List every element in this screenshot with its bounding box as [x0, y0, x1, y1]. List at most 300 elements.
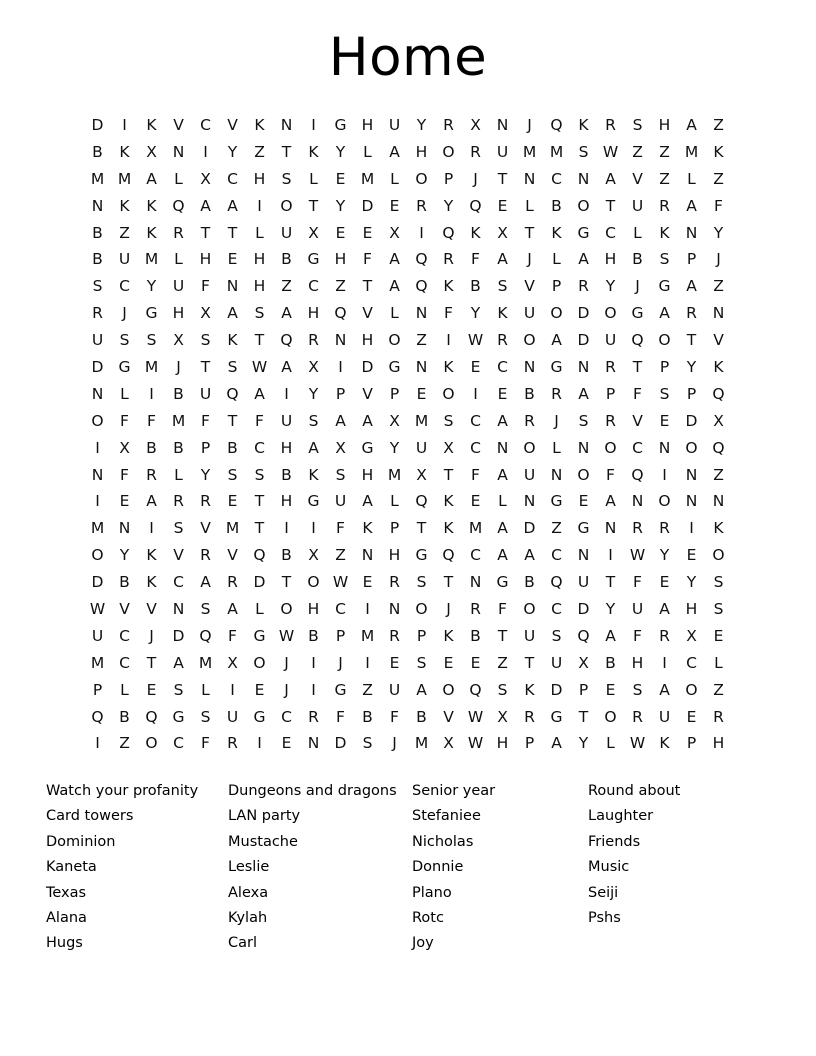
- grid-letter[interactable]: D: [361, 358, 374, 377]
- grid-letter[interactable]: Q: [199, 626, 212, 645]
- grid-letter[interactable]: O: [91, 546, 104, 565]
- grid-letter[interactable]: S: [551, 626, 562, 645]
- grid-letter[interactable]: R: [227, 734, 238, 753]
- grid-letter[interactable]: F: [120, 465, 129, 484]
- grid-letter[interactable]: G: [577, 519, 590, 538]
- grid-letter[interactable]: T: [281, 573, 292, 592]
- grid-letter[interactable]: O: [307, 573, 320, 592]
- grid-letter[interactable]: A: [497, 411, 508, 430]
- grid-letter[interactable]: U: [658, 707, 671, 726]
- grid-letter[interactable]: E: [497, 196, 508, 215]
- grid-letter[interactable]: L: [174, 465, 183, 484]
- grid-letter[interactable]: A: [227, 304, 238, 323]
- grid-letter[interactable]: Q: [631, 331, 644, 350]
- grid-letter[interactable]: G: [631, 304, 644, 323]
- grid-letter[interactable]: N: [496, 116, 509, 134]
- grid-letter[interactable]: K: [254, 116, 265, 134]
- grid-letter[interactable]: S: [362, 734, 373, 753]
- grid-letter[interactable]: S: [632, 680, 643, 699]
- grid-letter[interactable]: D: [172, 626, 185, 645]
- grid-letter[interactable]: O: [442, 680, 455, 699]
- grid-letter[interactable]: L: [120, 680, 129, 699]
- grid-letter[interactable]: R: [389, 573, 400, 592]
- grid-letter[interactable]: X: [200, 169, 211, 188]
- grid-letter[interactable]: O: [523, 438, 536, 457]
- grid-letter[interactable]: N: [577, 169, 590, 188]
- grid-letter[interactable]: V: [146, 600, 157, 619]
- grid-letter[interactable]: R: [200, 546, 211, 565]
- grid-letter[interactable]: M: [414, 411, 429, 430]
- grid-letter[interactable]: L: [525, 196, 534, 215]
- grid-letter[interactable]: W: [629, 734, 646, 753]
- grid-letter[interactable]: J: [527, 250, 532, 269]
- grid-letter[interactable]: H: [280, 438, 293, 457]
- grid-letter[interactable]: S: [497, 680, 508, 699]
- grid-letter[interactable]: I: [662, 465, 667, 484]
- grid-letter[interactable]: H: [496, 734, 509, 753]
- grid-letter[interactable]: A: [497, 250, 508, 269]
- grid-letter[interactable]: E: [362, 573, 373, 592]
- grid-letter[interactable]: E: [362, 223, 373, 242]
- grid-letter[interactable]: X: [335, 438, 346, 457]
- grid-letter[interactable]: G: [550, 358, 563, 377]
- grid-letter[interactable]: O: [604, 438, 617, 457]
- word-list-item[interactable]: Round about: [588, 783, 681, 799]
- grid-letter[interactable]: R: [470, 142, 481, 161]
- grid-letter[interactable]: I: [311, 116, 316, 134]
- grid-letter[interactable]: P: [551, 277, 562, 296]
- grid-letter[interactable]: E: [416, 384, 427, 403]
- grid-letter[interactable]: H: [199, 250, 212, 269]
- grid-letter[interactable]: I: [122, 116, 127, 134]
- grid-letter[interactable]: X: [227, 653, 238, 672]
- grid-letter[interactable]: A: [389, 250, 400, 269]
- grid-letter[interactable]: E: [227, 492, 238, 511]
- grid-letter[interactable]: V: [632, 169, 643, 188]
- word-list-item[interactable]: Carl: [228, 935, 257, 952]
- grid-letter[interactable]: P: [416, 626, 427, 645]
- grid-letter[interactable]: K: [146, 546, 157, 565]
- grid-letter[interactable]: O: [253, 653, 266, 672]
- grid-letter[interactable]: L: [174, 169, 183, 188]
- grid-letter[interactable]: G: [550, 492, 563, 511]
- grid-letter[interactable]: I: [149, 384, 154, 403]
- grid-letter[interactable]: I: [365, 653, 370, 672]
- grid-letter[interactable]: M: [144, 358, 159, 377]
- grid-letter[interactable]: A: [659, 304, 670, 323]
- grid-letter[interactable]: U: [118, 250, 131, 269]
- grid-letter[interactable]: A: [200, 573, 211, 592]
- grid-letter[interactable]: F: [228, 626, 237, 645]
- grid-letter[interactable]: Q: [442, 223, 455, 242]
- grid-letter[interactable]: T: [443, 573, 454, 592]
- grid-letter[interactable]: N: [523, 358, 536, 377]
- grid-letter[interactable]: S: [335, 465, 346, 484]
- grid-letter[interactable]: W: [251, 358, 268, 377]
- grid-letter[interactable]: K: [578, 116, 589, 134]
- grid-letter[interactable]: R: [578, 277, 589, 296]
- grid-letter[interactable]: S: [200, 600, 211, 619]
- grid-letter[interactable]: X: [146, 142, 157, 161]
- grid-letter[interactable]: O: [712, 546, 725, 565]
- grid-letter[interactable]: Q: [280, 331, 293, 350]
- grid-letter[interactable]: I: [284, 384, 289, 403]
- grid-letter[interactable]: A: [686, 116, 697, 134]
- grid-letter[interactable]: O: [685, 680, 698, 699]
- grid-letter[interactable]: O: [388, 331, 401, 350]
- grid-letter[interactable]: O: [280, 196, 293, 215]
- grid-letter[interactable]: O: [550, 304, 563, 323]
- grid-letter[interactable]: Z: [281, 277, 292, 296]
- grid-letter[interactable]: N: [577, 438, 590, 457]
- grid-letter[interactable]: E: [470, 653, 481, 672]
- grid-letter[interactable]: Y: [470, 304, 481, 323]
- grid-letter[interactable]: H: [361, 465, 374, 484]
- grid-letter[interactable]: I: [689, 519, 694, 538]
- grid-letter[interactable]: W: [89, 600, 106, 619]
- grid-letter[interactable]: R: [443, 116, 454, 134]
- grid-letter[interactable]: T: [524, 223, 535, 242]
- grid-letter[interactable]: C: [335, 600, 346, 619]
- grid-letter[interactable]: R: [713, 707, 724, 726]
- grid-letter[interactable]: F: [336, 519, 345, 538]
- grid-letter[interactable]: B: [308, 626, 319, 645]
- grid-letter[interactable]: S: [659, 250, 670, 269]
- grid-letter[interactable]: L: [309, 169, 318, 188]
- grid-letter[interactable]: Y: [605, 600, 616, 619]
- grid-letter[interactable]: Y: [389, 438, 400, 457]
- grid-letter[interactable]: R: [416, 196, 427, 215]
- grid-letter[interactable]: T: [254, 331, 265, 350]
- grid-letter[interactable]: W: [278, 626, 295, 645]
- grid-letter[interactable]: F: [255, 411, 264, 430]
- grid-letter[interactable]: M: [549, 142, 564, 161]
- grid-letter[interactable]: Z: [713, 169, 724, 188]
- grid-letter[interactable]: G: [334, 680, 347, 699]
- grid-letter[interactable]: E: [335, 223, 346, 242]
- grid-letter[interactable]: C: [551, 600, 562, 619]
- word-list-item[interactable]: Donnie: [412, 859, 464, 876]
- grid-letter[interactable]: R: [659, 196, 670, 215]
- grid-letter[interactable]: K: [119, 142, 130, 161]
- grid-letter[interactable]: R: [524, 707, 535, 726]
- grid-letter[interactable]: R: [173, 223, 184, 242]
- grid-letter[interactable]: J: [392, 734, 397, 753]
- grid-letter[interactable]: H: [361, 116, 374, 134]
- grid-letter[interactable]: N: [577, 546, 590, 565]
- grid-letter[interactable]: R: [92, 304, 103, 323]
- grid-letter[interactable]: P: [389, 519, 400, 538]
- grid-letter[interactable]: C: [551, 546, 562, 565]
- grid-letter[interactable]: Z: [497, 653, 508, 672]
- grid-letter[interactable]: Z: [713, 277, 724, 296]
- grid-letter[interactable]: L: [687, 169, 696, 188]
- grid-letter[interactable]: K: [119, 196, 130, 215]
- grid-letter[interactable]: R: [308, 331, 319, 350]
- grid-letter[interactable]: M: [225, 519, 240, 538]
- grid-letter[interactable]: X: [389, 411, 400, 430]
- grid-letter[interactable]: H: [685, 600, 698, 619]
- grid-letter[interactable]: J: [473, 169, 478, 188]
- grid-letter[interactable]: C: [605, 223, 616, 242]
- grid-letter[interactable]: E: [497, 384, 508, 403]
- grid-letter[interactable]: S: [227, 465, 238, 484]
- word-list-item[interactable]: Plano: [412, 884, 452, 901]
- grid-letter[interactable]: Z: [659, 142, 670, 161]
- grid-letter[interactable]: H: [253, 250, 266, 269]
- grid-letter[interactable]: L: [201, 680, 210, 699]
- grid-letter[interactable]: G: [253, 707, 266, 726]
- grid-letter[interactable]: N: [415, 358, 428, 377]
- grid-letter[interactable]: L: [390, 169, 399, 188]
- grid-letter[interactable]: X: [497, 223, 508, 242]
- word-list-item[interactable]: Laughter: [588, 808, 654, 825]
- grid-letter[interactable]: Q: [334, 304, 347, 323]
- grid-letter[interactable]: Q: [469, 680, 482, 699]
- grid-letter[interactable]: X: [173, 331, 184, 350]
- grid-letter[interactable]: K: [443, 519, 454, 538]
- grid-letter[interactable]: O: [523, 600, 536, 619]
- grid-letter[interactable]: Z: [659, 169, 670, 188]
- grid-letter[interactable]: L: [390, 492, 399, 511]
- grid-letter[interactable]: M: [171, 411, 186, 430]
- grid-letter[interactable]: Q: [550, 573, 563, 592]
- grid-letter[interactable]: F: [714, 196, 723, 215]
- grid-letter[interactable]: T: [254, 519, 265, 538]
- grid-letter[interactable]: A: [551, 734, 562, 753]
- grid-letter[interactable]: L: [552, 438, 561, 457]
- grid-letter[interactable]: I: [257, 734, 262, 753]
- grid-letter[interactable]: R: [659, 626, 670, 645]
- grid-letter[interactable]: K: [443, 277, 454, 296]
- grid-letter[interactable]: P: [578, 680, 589, 699]
- grid-letter[interactable]: W: [629, 546, 646, 565]
- grid-letter[interactable]: Q: [550, 116, 563, 134]
- grid-letter[interactable]: C: [173, 734, 184, 753]
- grid-letter[interactable]: J: [716, 250, 721, 269]
- grid-letter[interactable]: D: [550, 680, 563, 699]
- grid-letter[interactable]: L: [363, 142, 372, 161]
- grid-letter[interactable]: S: [443, 411, 454, 430]
- grid-letter[interactable]: Z: [362, 680, 373, 699]
- word-list-item[interactable]: Rotc: [412, 909, 444, 926]
- grid-letter[interactable]: K: [659, 734, 670, 753]
- grid-letter[interactable]: Y: [713, 223, 724, 242]
- grid-letter[interactable]: A: [551, 331, 562, 350]
- grid-letter[interactable]: Q: [442, 546, 455, 565]
- grid-letter[interactable]: C: [200, 116, 211, 134]
- grid-letter[interactable]: C: [308, 277, 319, 296]
- grid-letter[interactable]: S: [659, 384, 670, 403]
- word-list-item[interactable]: Alana: [46, 909, 87, 926]
- grid-letter[interactable]: T: [605, 196, 616, 215]
- grid-letter[interactable]: J: [554, 411, 559, 430]
- grid-letter[interactable]: A: [605, 169, 616, 188]
- grid-letter[interactable]: S: [578, 142, 589, 161]
- grid-letter[interactable]: V: [362, 384, 373, 403]
- grid-letter[interactable]: E: [686, 707, 697, 726]
- grid-letter[interactable]: X: [443, 438, 454, 457]
- grid-letter[interactable]: M: [90, 169, 105, 188]
- grid-letter[interactable]: V: [362, 304, 373, 323]
- grid-letter[interactable]: B: [173, 384, 184, 403]
- grid-letter[interactable]: Y: [659, 546, 670, 565]
- grid-letter[interactable]: B: [470, 626, 481, 645]
- grid-letter[interactable]: U: [388, 680, 401, 699]
- grid-letter[interactable]: S: [200, 707, 211, 726]
- grid-letter[interactable]: C: [173, 573, 184, 592]
- grid-letter[interactable]: H: [415, 142, 428, 161]
- grid-letter[interactable]: Y: [335, 196, 346, 215]
- grid-letter[interactable]: B: [92, 142, 103, 161]
- grid-letter[interactable]: U: [226, 707, 239, 726]
- grid-letter[interactable]: E: [470, 492, 481, 511]
- grid-letter[interactable]: N: [118, 519, 131, 538]
- grid-letter[interactable]: L: [120, 384, 129, 403]
- grid-letter[interactable]: A: [362, 492, 373, 511]
- grid-letter[interactable]: R: [686, 304, 697, 323]
- grid-letter[interactable]: Z: [713, 465, 724, 484]
- grid-letter[interactable]: N: [91, 196, 104, 215]
- grid-letter[interactable]: H: [604, 250, 617, 269]
- grid-letter[interactable]: Y: [578, 734, 589, 753]
- grid-letter[interactable]: S: [497, 277, 508, 296]
- grid-letter[interactable]: F: [147, 411, 156, 430]
- grid-letter[interactable]: N: [496, 438, 509, 457]
- grid-letter[interactable]: P: [686, 250, 697, 269]
- grid-letter[interactable]: B: [470, 277, 481, 296]
- grid-letter[interactable]: K: [362, 519, 373, 538]
- grid-letter[interactable]: S: [173, 680, 184, 699]
- grid-letter[interactable]: G: [388, 358, 401, 377]
- grid-letter[interactable]: J: [635, 277, 640, 296]
- grid-letter[interactable]: R: [551, 384, 562, 403]
- grid-letter[interactable]: R: [497, 331, 508, 350]
- grid-letter[interactable]: F: [444, 304, 453, 323]
- grid-letter[interactable]: C: [227, 169, 238, 188]
- grid-letter[interactable]: Z: [551, 519, 562, 538]
- grid-letter[interactable]: D: [91, 116, 104, 134]
- grid-letter[interactable]: K: [308, 465, 319, 484]
- grid-letter[interactable]: F: [471, 465, 480, 484]
- grid-letter[interactable]: A: [524, 546, 535, 565]
- grid-letter[interactable]: Z: [119, 734, 130, 753]
- grid-letter[interactable]: K: [146, 223, 157, 242]
- word-list-item[interactable]: Leslie: [228, 859, 270, 876]
- word-list-item[interactable]: Watch your profanity: [46, 783, 199, 799]
- grid-letter[interactable]: E: [254, 680, 265, 699]
- grid-letter[interactable]: K: [551, 223, 562, 242]
- grid-letter[interactable]: N: [658, 438, 671, 457]
- grid-letter[interactable]: N: [388, 600, 401, 619]
- grid-letter[interactable]: E: [605, 680, 616, 699]
- grid-letter[interactable]: C: [119, 277, 130, 296]
- grid-letter[interactable]: N: [415, 304, 428, 323]
- word-list-item[interactable]: Seiji: [588, 884, 619, 901]
- grid-letter[interactable]: W: [602, 142, 619, 161]
- word-list-item[interactable]: Texas: [46, 884, 87, 901]
- grid-letter[interactable]: T: [443, 465, 454, 484]
- grid-letter[interactable]: U: [631, 196, 644, 215]
- grid-letter[interactable]: G: [145, 304, 158, 323]
- grid-letter[interactable]: S: [281, 169, 292, 188]
- grid-letter[interactable]: L: [174, 250, 183, 269]
- grid-letter[interactable]: Y: [119, 546, 130, 565]
- word-list-item[interactable]: Dominion: [46, 833, 116, 850]
- grid-letter[interactable]: T: [308, 196, 319, 215]
- grid-letter[interactable]: G: [550, 707, 563, 726]
- grid-letter[interactable]: S: [632, 116, 643, 134]
- grid-letter[interactable]: S: [227, 358, 238, 377]
- grid-letter[interactable]: K: [227, 331, 238, 350]
- grid-letter[interactable]: O: [442, 142, 455, 161]
- grid-letter[interactable]: I: [608, 546, 613, 565]
- grid-letter[interactable]: K: [524, 680, 535, 699]
- grid-letter[interactable]: Z: [713, 116, 724, 134]
- grid-letter[interactable]: S: [92, 277, 103, 296]
- grid-letter[interactable]: X: [416, 465, 427, 484]
- grid-letter[interactable]: N: [361, 546, 374, 565]
- grid-letter[interactable]: D: [253, 573, 266, 592]
- grid-letter[interactable]: O: [604, 304, 617, 323]
- grid-letter[interactable]: A: [146, 492, 157, 511]
- grid-letter[interactable]: S: [416, 573, 427, 592]
- grid-letter[interactable]: Q: [415, 250, 428, 269]
- grid-letter[interactable]: F: [201, 411, 210, 430]
- grid-letter[interactable]: Y: [335, 142, 346, 161]
- word-list-item[interactable]: Kaneta: [46, 859, 97, 876]
- grid-letter[interactable]: Y: [308, 384, 319, 403]
- grid-letter[interactable]: Q: [91, 707, 104, 726]
- grid-letter[interactable]: V: [524, 277, 535, 296]
- grid-letter[interactable]: R: [470, 600, 481, 619]
- grid-letter[interactable]: Y: [200, 465, 211, 484]
- grid-letter[interactable]: J: [446, 600, 451, 619]
- grid-letter[interactable]: D: [577, 304, 590, 323]
- grid-letter[interactable]: B: [416, 707, 427, 726]
- grid-letter[interactable]: A: [146, 169, 157, 188]
- grid-letter[interactable]: G: [118, 358, 131, 377]
- grid-letter[interactable]: T: [686, 331, 697, 350]
- grid-letter[interactable]: Q: [415, 492, 428, 511]
- grid-letter[interactable]: N: [712, 304, 725, 323]
- grid-letter[interactable]: N: [577, 358, 590, 377]
- grid-letter[interactable]: E: [578, 492, 589, 511]
- grid-letter[interactable]: N: [91, 465, 104, 484]
- grid-letter[interactable]: T: [254, 492, 265, 511]
- grid-letter[interactable]: Y: [686, 358, 697, 377]
- grid-letter[interactable]: I: [230, 680, 235, 699]
- grid-letter[interactable]: U: [550, 653, 563, 672]
- grid-letter[interactable]: A: [227, 196, 238, 215]
- grid-letter[interactable]: P: [443, 169, 454, 188]
- grid-letter[interactable]: S: [254, 465, 265, 484]
- grid-letter[interactable]: J: [284, 680, 289, 699]
- grid-letter[interactable]: Q: [253, 546, 266, 565]
- grid-letter[interactable]: N: [172, 142, 185, 161]
- grid-letter[interactable]: R: [200, 492, 211, 511]
- grid-letter[interactable]: O: [145, 734, 158, 753]
- grid-letter[interactable]: Z: [416, 331, 427, 350]
- grid-letter[interactable]: R: [173, 492, 184, 511]
- grid-letter[interactable]: J: [527, 116, 532, 134]
- grid-letter[interactable]: G: [307, 492, 320, 511]
- grid-letter[interactable]: A: [173, 653, 184, 672]
- grid-letter[interactable]: R: [632, 519, 643, 538]
- grid-letter[interactable]: U: [577, 573, 590, 592]
- grid-letter[interactable]: T: [605, 573, 616, 592]
- grid-letter[interactable]: Y: [416, 116, 427, 134]
